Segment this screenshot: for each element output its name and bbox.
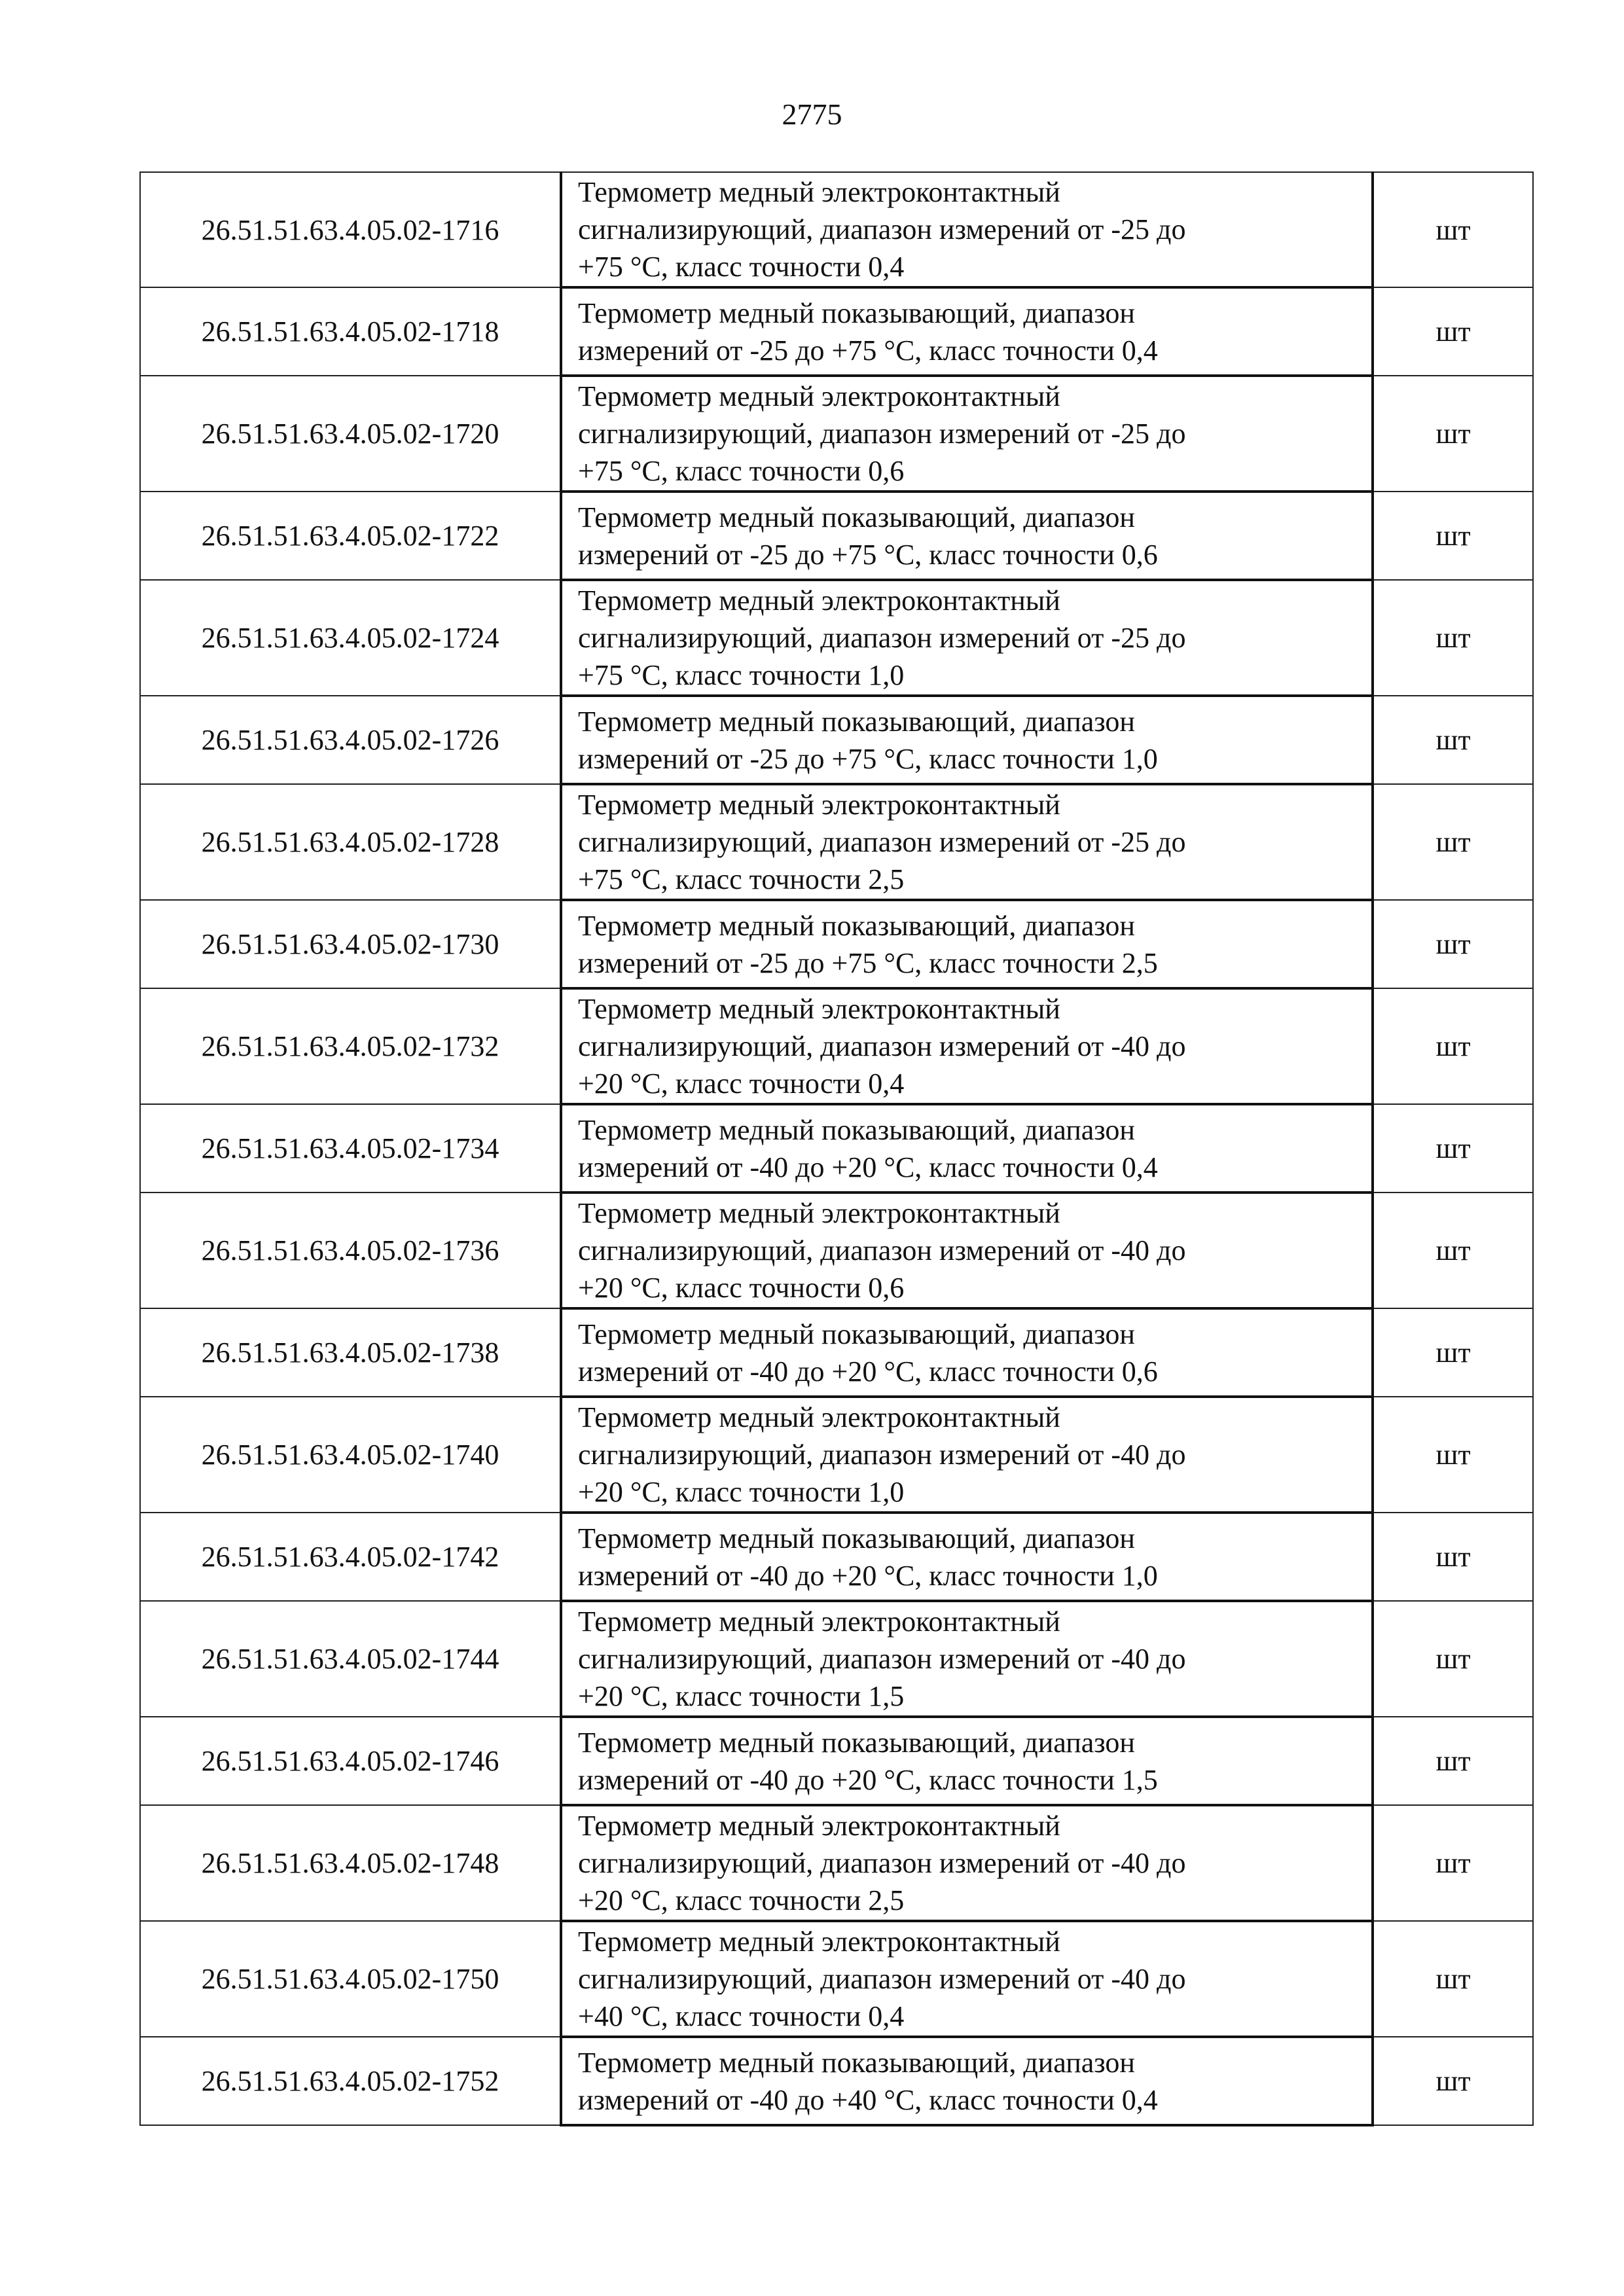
item-description-cell bbox=[561, 900, 1373, 988]
item-code: 26.51.51.63.4.05.02-1732 bbox=[201, 1030, 499, 1062]
item-unit: шт bbox=[1435, 315, 1471, 348]
table-row bbox=[140, 900, 1533, 988]
item-code-cell bbox=[140, 1601, 561, 1717]
item-unit: шт bbox=[1435, 928, 1471, 960]
item-unit: шт bbox=[1435, 1643, 1471, 1675]
item-code: 26.51.51.63.4.05.02-1728 bbox=[201, 826, 499, 858]
table-row bbox=[140, 784, 1533, 900]
item-code: 26.51.51.63.4.05.02-1740 bbox=[201, 1439, 499, 1471]
table-row bbox=[140, 492, 1533, 580]
item-description-line: измерений от -25 до +75 °С, класс точности 2,5 bbox=[578, 946, 1158, 979]
item-code-cell bbox=[140, 1717, 561, 1805]
table-row bbox=[140, 2037, 1533, 2125]
item-unit: шт bbox=[1435, 1336, 1471, 1369]
item-code: 26.51.51.63.4.05.02-1742 bbox=[201, 1541, 499, 1573]
item-description-line: +75 °С, класс точности 0,4 bbox=[578, 251, 905, 283]
item-unit-cell bbox=[1373, 900, 1533, 988]
item-code: 26.51.51.63.4.05.02-1718 bbox=[201, 315, 499, 348]
table-row bbox=[140, 1397, 1533, 1513]
item-description-line: Термометр медный электроконтактный bbox=[578, 176, 1060, 208]
item-code-cell bbox=[140, 2037, 561, 2125]
item-unit: шт bbox=[1435, 622, 1471, 654]
table-row bbox=[140, 172, 1533, 287]
item-description-line: сигнализирующий, диапазон измерений от -40 до bbox=[578, 1963, 1186, 1995]
item-unit: шт bbox=[1435, 1745, 1471, 1777]
item-code-cell bbox=[140, 1513, 561, 1601]
item-description-cell bbox=[561, 1308, 1373, 1397]
item-description-line: Термометр медный электроконтактный bbox=[578, 1197, 1060, 1229]
item-description-line: измерений от -40 до +20 °С, класс точности 0,4 bbox=[578, 1151, 1158, 1183]
item-description-line: измерений от -25 до +75 °С, класс точности 0,6 bbox=[578, 538, 1158, 571]
item-description-cell bbox=[561, 1805, 1373, 1921]
table-row bbox=[140, 1104, 1533, 1193]
item-code: 26.51.51.63.4.05.02-1726 bbox=[201, 724, 499, 756]
item-code-cell bbox=[140, 696, 561, 784]
item-description-line: +75 °С, класс точности 1,0 bbox=[578, 659, 905, 691]
item-description-cell bbox=[561, 988, 1373, 1104]
item-description-line: +20 °С, класс точности 1,0 bbox=[578, 1476, 905, 1508]
item-code: 26.51.51.63.4.05.02-1746 bbox=[201, 1745, 499, 1777]
item-unit: шт bbox=[1435, 2065, 1471, 2097]
item-description-line: Термометр медный электроконтактный bbox=[578, 1401, 1060, 1433]
item-code-cell bbox=[140, 1104, 561, 1193]
table-row bbox=[140, 1193, 1533, 1308]
item-description-line: +20 °С, класс точности 0,4 bbox=[578, 1067, 905, 1100]
item-code: 26.51.51.63.4.05.02-1748 bbox=[201, 1847, 499, 1879]
item-unit-cell bbox=[1373, 784, 1533, 900]
item-code-cell bbox=[140, 1921, 561, 2037]
item-description-line: сигнализирующий, диапазон измерений от -25 до bbox=[578, 418, 1186, 450]
item-description-line: +20 °С, класс точности 1,5 bbox=[578, 1680, 905, 1712]
item-description-line: измерений от -25 до +75 °С, класс точности 0,4 bbox=[578, 334, 1158, 367]
item-code-cell bbox=[140, 1397, 561, 1513]
catalog-table bbox=[139, 171, 1534, 2126]
item-unit-cell bbox=[1373, 1193, 1533, 1308]
item-unit-cell bbox=[1373, 1513, 1533, 1601]
item-unit-cell bbox=[1373, 1308, 1533, 1397]
item-code-cell bbox=[140, 580, 561, 696]
item-description-line: Термометр медный показывающий, диапазон bbox=[578, 1726, 1135, 1759]
item-description-cell bbox=[561, 696, 1373, 784]
table-row bbox=[140, 1513, 1533, 1601]
item-description-cell bbox=[561, 1513, 1373, 1601]
table-row bbox=[140, 287, 1533, 376]
item-description-line: Термометр медный электроконтактный bbox=[578, 789, 1060, 821]
item-description-cell bbox=[561, 287, 1373, 376]
item-code-cell bbox=[140, 1308, 561, 1397]
item-description-cell bbox=[561, 784, 1373, 900]
item-unit: шт bbox=[1435, 1541, 1471, 1573]
item-description-line: сигнализирующий, диапазон измерений от -40 до bbox=[578, 1030, 1186, 1062]
item-unit: шт bbox=[1435, 724, 1471, 756]
item-unit: шт bbox=[1435, 418, 1471, 450]
item-code: 26.51.51.63.4.05.02-1744 bbox=[201, 1643, 499, 1675]
item-description-line: Термометр медный электроконтактный bbox=[578, 1605, 1060, 1638]
item-code: 26.51.51.63.4.05.02-1734 bbox=[201, 1132, 499, 1164]
item-code-cell bbox=[140, 376, 561, 492]
item-unit: шт bbox=[1435, 1234, 1471, 1266]
table-row bbox=[140, 988, 1533, 1104]
item-description-line: измерений от -40 до +20 °С, класс точности 0,6 bbox=[578, 1355, 1158, 1388]
item-description-line: +20 °С, класс точности 2,5 bbox=[578, 1884, 905, 1916]
item-unit-cell bbox=[1373, 988, 1533, 1104]
item-code-cell bbox=[140, 172, 561, 287]
item-code: 26.51.51.63.4.05.02-1716 bbox=[201, 213, 499, 246]
item-code-cell bbox=[140, 1193, 561, 1308]
item-description-line: Термометр медный электроконтактный bbox=[578, 1810, 1060, 1842]
item-code: 26.51.51.63.4.05.02-1720 bbox=[201, 418, 499, 450]
item-unit: шт bbox=[1435, 826, 1471, 858]
page-number: 2775 bbox=[782, 98, 842, 131]
table-row bbox=[140, 1601, 1533, 1717]
item-description-cell bbox=[561, 1717, 1373, 1805]
item-code-cell bbox=[140, 900, 561, 988]
item-description-cell bbox=[561, 1921, 1373, 2037]
item-code-cell bbox=[140, 1805, 561, 1921]
item-unit-cell bbox=[1373, 1104, 1533, 1193]
item-description-cell bbox=[561, 1104, 1373, 1193]
item-unit-cell bbox=[1373, 696, 1533, 784]
item-description-line: Термометр медный показывающий, диапазон bbox=[578, 501, 1135, 533]
item-description-cell bbox=[561, 2037, 1373, 2125]
item-description-line: Термометр медный показывающий, диапазон bbox=[578, 705, 1135, 738]
table-row bbox=[140, 1921, 1533, 2037]
item-description-line: измерений от -25 до +75 °С, класс точности 1,0 bbox=[578, 742, 1158, 775]
item-unit: шт bbox=[1435, 1439, 1471, 1471]
table-row bbox=[140, 580, 1533, 696]
item-description-cell bbox=[561, 1397, 1373, 1513]
item-description-line: сигнализирующий, диапазон измерений от -25 до bbox=[578, 826, 1186, 858]
item-description-line: +20 °С, класс точности 0,6 bbox=[578, 1272, 905, 1304]
item-unit-cell bbox=[1373, 580, 1533, 696]
item-description-line: сигнализирующий, диапазон измерений от -40 до bbox=[578, 1234, 1186, 1266]
item-unit-cell bbox=[1373, 376, 1533, 492]
item-description-line: Термометр медный электроконтактный bbox=[578, 584, 1060, 617]
item-unit-cell bbox=[1373, 1717, 1533, 1805]
item-description-line: сигнализирующий, диапазон измерений от -25 до bbox=[578, 622, 1186, 654]
item-unit: шт bbox=[1435, 1132, 1471, 1164]
item-description-line: сигнализирующий, диапазон измерений от -40 до bbox=[578, 1439, 1186, 1471]
item-code: 26.51.51.63.4.05.02-1752 bbox=[201, 2065, 499, 2097]
item-code: 26.51.51.63.4.05.02-1736 bbox=[201, 1234, 499, 1266]
item-description-line: сигнализирующий, диапазон измерений от -40 до bbox=[578, 1847, 1186, 1879]
item-unit: шт bbox=[1435, 520, 1471, 552]
table-row bbox=[140, 1717, 1533, 1805]
item-description-line: сигнализирующий, диапазон измерений от -25 до bbox=[578, 213, 1186, 245]
item-description-line: Термометр медный показывающий, диапазон bbox=[578, 1522, 1135, 1554]
item-description-line: Термометр медный электроконтактный bbox=[578, 380, 1060, 412]
item-unit-cell bbox=[1373, 492, 1533, 580]
item-unit-cell bbox=[1373, 1921, 1533, 2037]
item-unit-cell bbox=[1373, 1397, 1533, 1513]
item-unit-cell bbox=[1373, 1601, 1533, 1717]
item-description-line: Термометр медный показывающий, диапазон bbox=[578, 1318, 1135, 1350]
item-description-line: Термометр медный электроконтактный bbox=[578, 1926, 1060, 1958]
item-unit-cell bbox=[1373, 287, 1533, 376]
item-unit: шт bbox=[1435, 1847, 1471, 1879]
item-unit: шт bbox=[1435, 1030, 1471, 1062]
item-code-cell bbox=[140, 784, 561, 900]
item-description-line: +75 °С, класс точности 0,6 bbox=[578, 455, 905, 487]
item-description-line: Термометр медный электроконтактный bbox=[578, 993, 1060, 1025]
item-description-line: измерений от -40 до +20 °С, класс точности 1,0 bbox=[578, 1559, 1158, 1592]
item-description-line: +40 °С, класс точности 0,4 bbox=[578, 2000, 905, 2032]
table-row bbox=[140, 1308, 1533, 1397]
table-row bbox=[140, 696, 1533, 784]
item-description-cell bbox=[561, 1601, 1373, 1717]
item-code-cell bbox=[140, 287, 561, 376]
item-description-cell bbox=[561, 580, 1373, 696]
item-description-cell bbox=[561, 376, 1373, 492]
table-row bbox=[140, 376, 1533, 492]
item-unit-cell bbox=[1373, 2037, 1533, 2125]
item-code: 26.51.51.63.4.05.02-1730 bbox=[201, 928, 499, 960]
item-code: 26.51.51.63.4.05.02-1738 bbox=[201, 1336, 499, 1369]
item-description-line: измерений от -40 до +20 °С, класс точности 1,5 bbox=[578, 1763, 1158, 1796]
item-description-cell bbox=[561, 1193, 1373, 1308]
item-code: 26.51.51.63.4.05.02-1724 bbox=[201, 622, 499, 654]
item-code-cell bbox=[140, 988, 561, 1104]
item-description-line: измерений от -40 до +40 °С, класс точности 0,4 bbox=[578, 2083, 1158, 2116]
item-description-line: Термометр медный показывающий, диапазон bbox=[578, 296, 1135, 329]
item-description-line: сигнализирующий, диапазон измерений от -40 до bbox=[578, 1643, 1186, 1675]
item-unit: шт bbox=[1435, 213, 1471, 246]
item-unit-cell bbox=[1373, 1805, 1533, 1921]
item-description-line: +75 °С, класс точности 2,5 bbox=[578, 863, 905, 895]
item-description-cell bbox=[561, 492, 1373, 580]
item-description-line: Термометр медный показывающий, диапазон bbox=[578, 2046, 1135, 2079]
item-code: 26.51.51.63.4.05.02-1722 bbox=[201, 520, 499, 552]
item-code-cell bbox=[140, 492, 561, 580]
item-description-line: Термометр медный показывающий, диапазон bbox=[578, 909, 1135, 942]
catalog-table-body bbox=[140, 172, 1533, 2125]
table-row bbox=[140, 1805, 1533, 1921]
item-unit: шт bbox=[1435, 1963, 1471, 1995]
item-description-cell bbox=[561, 172, 1373, 287]
item-code: 26.51.51.63.4.05.02-1750 bbox=[201, 1963, 499, 1995]
item-unit-cell bbox=[1373, 172, 1533, 287]
item-description-line: Термометр медный показывающий, диапазон bbox=[578, 1113, 1135, 1146]
